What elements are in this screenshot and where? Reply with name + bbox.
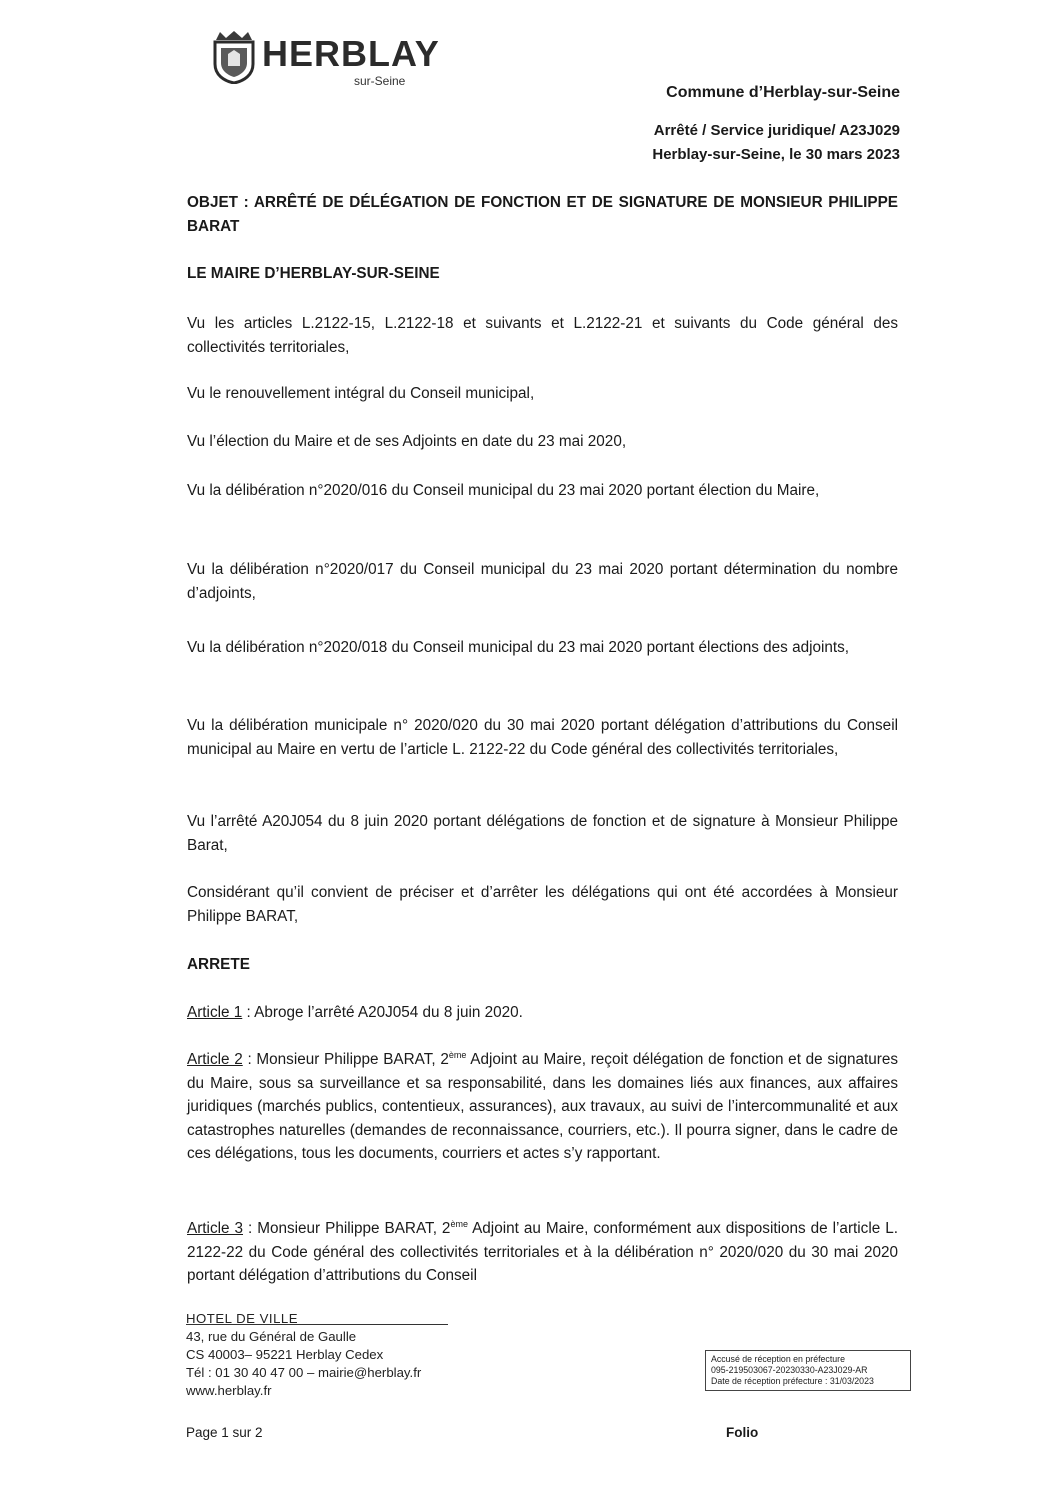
vu-paragraph: Vu l’arrêté A20J054 du 8 juin 2020 portant délégations de fonction et de signature à Monsieur Philippe Barat, [187,813,898,854]
commune-name: Commune d’Herblay-sur-Seine [666,84,900,101]
considerant-paragraph: Considérant qu’il convient de préciser et d’arrêter les délégations qui ont été accordées à Monsieur Philippe BARAT, [187,884,898,925]
footer-cs: CS 40003– 95221 Herblay Cedex [186,1347,384,1362]
document-date: Herblay-sur-Seine, le 30 mars 2023 [652,146,900,163]
article-label: Article 1 [187,1004,243,1021]
vu-paragraph: Vu les articles L.2122-15, L.2122-18 et suivants et L.2122-21 et suivants du Code général des collectivités territoriales, [187,315,898,356]
folio-label: Folio [726,1425,759,1440]
footer-contact: Tél : 01 30 40 47 00 – mairie@herblay.fr [186,1365,422,1380]
footer-street: 43, rue du Général de Gaulle [186,1329,357,1344]
logo-name: HERBLAY [262,33,440,74]
article-1 [187,1001,898,1025]
footer-divider [186,1324,448,1325]
vu-paragraph: Vu l’élection du Maire et de ses Adjoints en date du 23 mai 2020, [187,433,627,450]
prefecture-stamp [705,1350,911,1391]
page-number: Page 1 sur 2 [186,1425,263,1440]
article-label: Article 3 [187,1220,243,1237]
article-text: Adjoint au Maire, conformément aux dispositions de l’article L. 2122-22 du Code général des collectivités territoriales et à la délibération n° 2020/020 du 30 mai 2020 portant délégation d’attributions du Conseil [187,1220,898,1284]
city-crest-icon [212,30,256,84]
article-2 [187,1048,898,1166]
vu-paragraph: Vu la délibération n°2020/017 du Conseil municipal du 23 mai 2020 portant détermination du nombre d’adjoints, [187,561,898,602]
ordinal-suffix: ème [450,1218,468,1229]
article-label: Article 2 [187,1051,243,1068]
footer-website: www.herblay.fr [186,1383,272,1398]
arrete-heading: ARRETE [187,956,250,973]
footer-title: HOTEL DE VILLE [186,1311,299,1326]
vu-paragraph: Vu la délibération municipale n° 2020/020 du 30 mai 2020 portant délégation d’attributions du Conseil municipal au Maire en vertu de l’article L. 2122-22 du Code général des collectivités territoriales, [187,717,898,758]
article-text: : Monsieur Philippe BARAT, 2 [242,1051,449,1068]
stamp-line: Accusé de réception en préfecture [711,1354,845,1364]
article-text: : Abroge l’arrêté A20J054 du 8 juin 2020. [242,1004,523,1021]
stamp-line: 095-219503067-20230330-A23J029-AR [711,1365,868,1375]
objet-heading: OBJET : ARRÊTÉ DE DÉLÉGATION DE FONCTION ET DE SIGNATURE DE MONSIEUR PHILIPPE BARAT [187,194,898,235]
article-3 [187,1217,898,1288]
vu-paragraph: Vu la délibération n°2020/018 du Conseil municipal du 23 mai 2020 portant élections des adjoints, [187,639,850,656]
vu-paragraph: Vu la délibération n°2020/016 du Conseil municipal du 23 mai 2020 portant élection du Maire, [187,482,820,499]
logo-subtitle: sur-Seine [354,74,406,88]
article-text: Adjoint au Maire, reçoit délégation de fonction et de signatures du Maire, sous sa surveillance et sa responsabilité, dans les domaines liés aux finances, aux affaires juridiques (marchés publics, contentieux, assurances), aux travaux, au suivi de l’intercommunalité et aux catastrophes naturelles (demandes de reconnaissance, courriers, etc.). Il pourra signer, dans le cadre de ces délégations, tous les documents, courriers et actes s’y rapportant. [187,1051,898,1162]
herblay-logo [212,30,442,86]
ordinal-suffix: ème [448,1049,467,1060]
article-text: : Monsieur Philippe BARAT, 2 [243,1220,451,1237]
stamp-line: Date de réception préfecture : 31/03/2023 [711,1376,874,1386]
document-reference: Arrêté / Service juridique/ A23J029 [653,122,900,139]
vu-paragraph: Vu le renouvellement intégral du Conseil municipal, [187,385,535,402]
maire-heading: LE MAIRE D’HERBLAY-SUR-SEINE [187,265,440,282]
